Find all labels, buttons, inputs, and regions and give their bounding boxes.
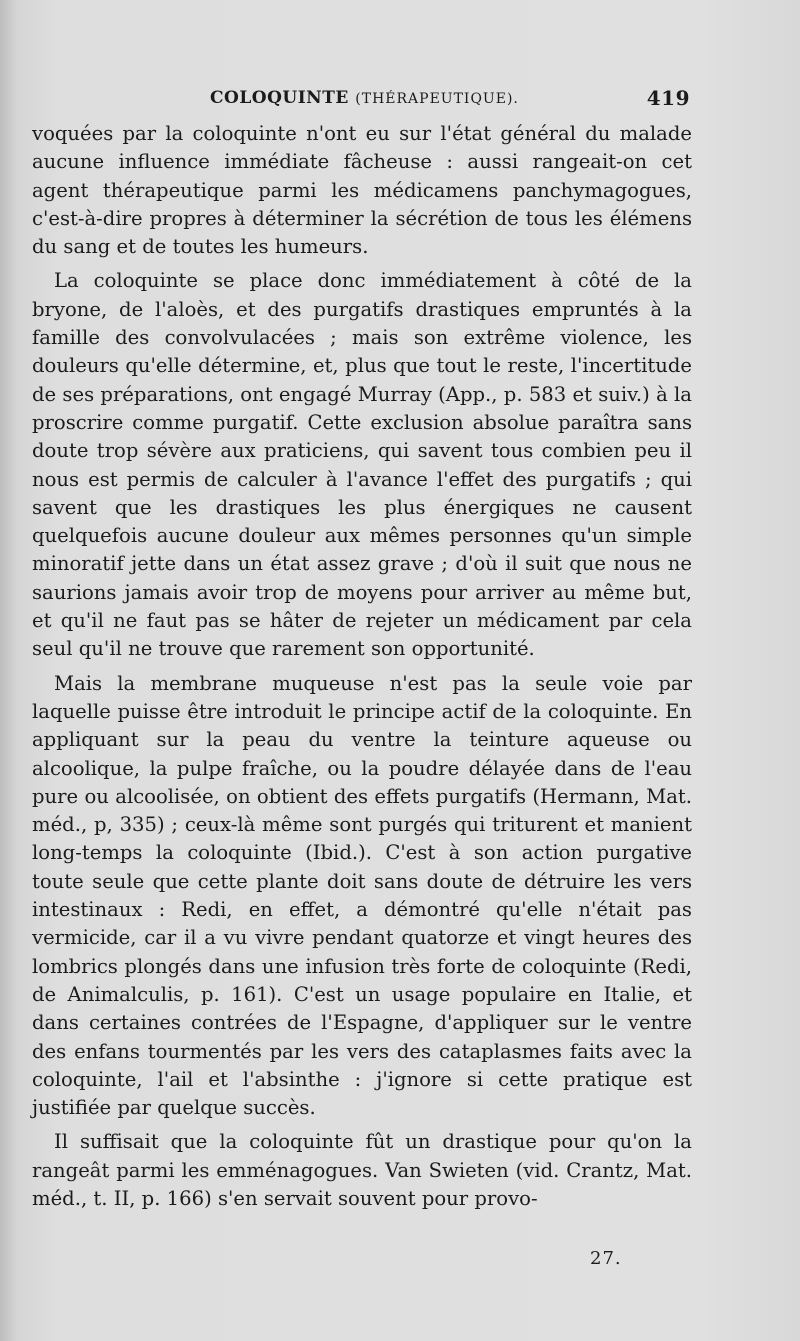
page-number: 419 (646, 86, 690, 110)
running-title (210, 88, 519, 108)
paragraph-1: voquées par la coloquinte n'ont eu sur l'état général du malade aucune influence immédiate fâcheuse : aussi rangeait-on cet agent thérapeutique parmi les médicamens panchymagogues, c'est-à-dire propres à déterminer la sécrétion de tous les élémens du sang et de toutes les humeurs. (32, 122, 692, 259)
paragraph-2: La coloquinte se place donc immédiatement à côté de la bryone, de l'aloès, et des purgatifs drastiques empruntés à la famille des convolvulacées ; mais son extrême violence, les douleurs qu'elle détermine, et, plus que tout le reste, l'incertitude de ses préparations, ont engagé Murray (App., p. 583 et suiv.) à la proscrire comme purgatif. Cette exclusion absolue paraîtra sans doute trop sévère aux praticiens, qui savent tous combien peu il nous est permis de calculer à l'avance l'effet des purgatifs ; qui savent que les drastiques les plus énergiques ne causent quelquefois aucune douleur aux mêmes personnes qu'un simple minoratif jette dans un état assez grave ; d'où il suit que nous ne saurions jamais avoir trop de moyens pour arriver au même but, et qu'il ne faut pas se hâter de rejeter un médicament par cela seul qu'il ne trouve que rarement son opportunité. (32, 269, 692, 661)
paragraph-4: Il suffisait que la coloquinte fût un drastique pour qu'on la rangeât parmi les emménagogues. Van Swieten (vid. Crantz, Mat. méd., t. II, p. 166) s'en servait souvent pour provo- (32, 1130, 692, 1210)
page-header (210, 88, 690, 116)
body-text (32, 120, 692, 1213)
paragraph-3: Mais la membrane muqueuse n'est pas la seule voie par laquelle puisse être introduit le principe actif de la coloquinte. En appliquant sur la peau du ventre la teinture aqueuse ou alcoolique, la pulpe fraîche, ou la poudre délayée dans de l'eau pure ou alcoolisée, on obtient des effets purgatifs (Hermann, Mat. méd., p, 335) ; ceux-là même sont purgés qui triturent et manient long-temps la coloquinte (Ibid.). C'est à son action purgative toute seule que cette plante doit sans doute de détruire les vers intestinaux : Redi, en effet, a démontré qu'elle n'était pas vermicide, car il a vu vivre pendant quatorze et vingt heures des lombrics plongés dans une infusion très forte de coloquinte (Redi, de Animalculis, p. 161). C'est un usage populaire en Italie, et dans certaines contrées de l'Espagne, d'appliquer sur le ventre des enfans tourmentés par les vers des cataplasmes faits avec la coloquinte, l'ail et l'absinthe : j'ignore si cette pratique est justifiée par quelque succès. (32, 671, 692, 1120)
signature-mark: 27. (590, 1248, 622, 1269)
running-title-main: COLOQUINTE (210, 88, 349, 108)
running-title-sub: (THÉRAPEUTIQUE). (355, 91, 519, 107)
